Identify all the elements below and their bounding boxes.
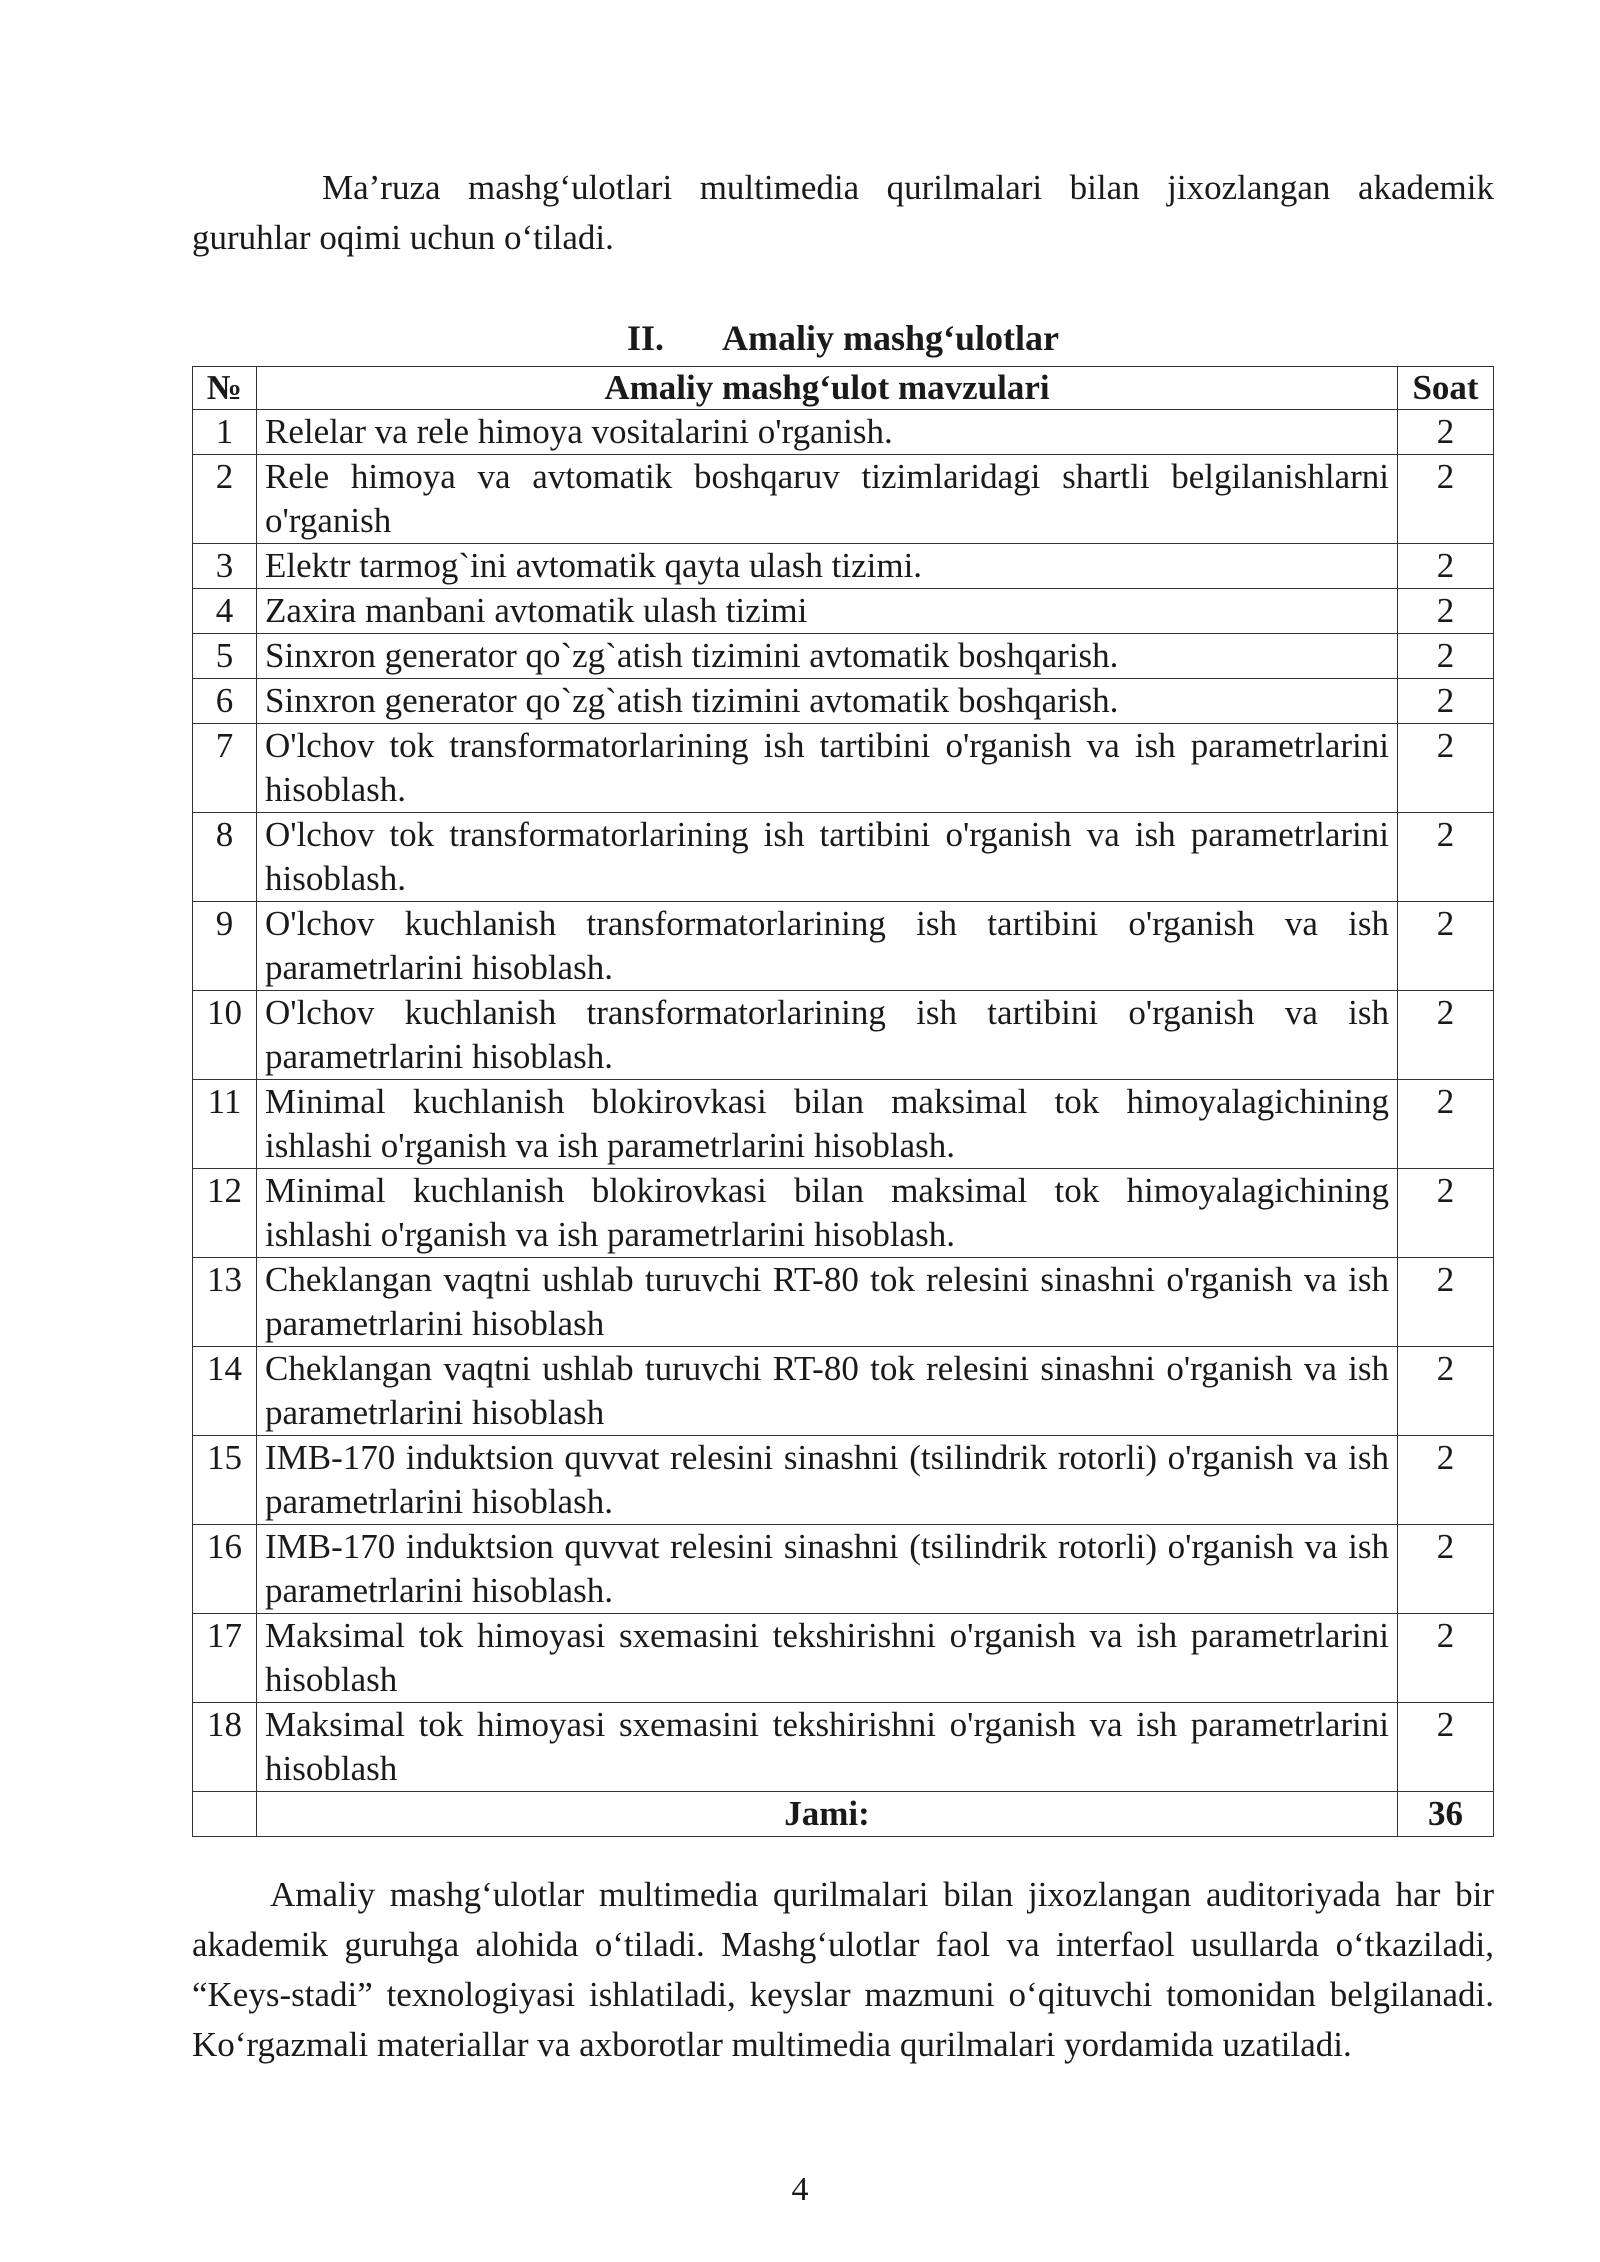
practical-lessons-table bbox=[192, 366, 1494, 1837]
header-hours: Soat bbox=[1398, 367, 1494, 410]
table-row bbox=[193, 1525, 1494, 1614]
row-number: 11 bbox=[193, 1080, 257, 1169]
row-number: 9 bbox=[193, 902, 257, 991]
row-topic: Maksimal tok himoyasi sxemasini tekshirishni o'rganish va ish parametrlarini hisoblash bbox=[257, 1703, 1398, 1792]
row-hours: 2 bbox=[1398, 991, 1494, 1080]
section-number: II. bbox=[626, 318, 665, 358]
header-number: № bbox=[193, 367, 257, 410]
table-row bbox=[193, 991, 1494, 1080]
table-row bbox=[193, 1169, 1494, 1258]
table-row bbox=[193, 1436, 1494, 1525]
outro-paragraph: Amaliy mashg‘ulotlar multimedia qurilmalari bilan jixozlangan auditoriyada har bir akademik guruhga alohida o‘tiladi. Mashg‘ulotlar faol va interfaol usullarda o‘tkaziladi, “Keys-stadi” texnologiyasi ishlatiladi, keyslar mazmuni o‘qituvchi tomonidan belgilanadi. Ko‘rgazmali materiallar va axborotlar multimedia qurilmalari yordamida uzatiladi. bbox=[192, 1875, 1494, 2064]
row-hours: 2 bbox=[1398, 1347, 1494, 1436]
page-number: 4 bbox=[791, 2171, 809, 2208]
row-number: 5 bbox=[193, 634, 257, 679]
row-topic: Cheklangan vaqtni ushlab turuvchi RT-80 tok relesini sinashni o'rganish va ish parametrlarini hisoblash bbox=[257, 1347, 1398, 1436]
row-number: 18 bbox=[193, 1703, 257, 1792]
row-topic: Rele himoya va avtomatik boshqaruv tizimlaridagi shartli belgilanishlarni o'rganish bbox=[257, 455, 1398, 544]
row-number: 16 bbox=[193, 1525, 257, 1614]
table-row bbox=[193, 1614, 1494, 1703]
row-number: 13 bbox=[193, 1258, 257, 1347]
total-label: Jami: bbox=[257, 1792, 1398, 1837]
row-number: 10 bbox=[193, 991, 257, 1080]
row-number: 2 bbox=[193, 455, 257, 544]
row-hours: 2 bbox=[1398, 589, 1494, 634]
section-heading bbox=[192, 313, 1494, 363]
row-hours: 2 bbox=[1398, 1614, 1494, 1703]
total-hours: 36 bbox=[1398, 1792, 1494, 1837]
row-number: 14 bbox=[193, 1347, 257, 1436]
row-topic: O'lchov kuchlanish transformatorlarining ish tartibini o'rganish va ish parametrlarini hisoblash. bbox=[257, 991, 1398, 1080]
row-hours: 2 bbox=[1398, 1703, 1494, 1792]
row-number: 8 bbox=[193, 813, 257, 902]
table-row bbox=[193, 813, 1494, 902]
table-total-row bbox=[193, 1792, 1494, 1837]
row-number: 7 bbox=[193, 724, 257, 813]
table-row bbox=[193, 724, 1494, 813]
row-topic: Maksimal tok himoyasi sxemasini tekshirishni o'rganish va ish parametrlarini hisoblash bbox=[257, 1614, 1398, 1703]
row-hours: 2 bbox=[1398, 1258, 1494, 1347]
table-row bbox=[193, 679, 1494, 724]
row-hours: 2 bbox=[1398, 410, 1494, 455]
row-topic: Sinxron generator qo`zg`atish tizimini avtomatik boshqarish. bbox=[257, 679, 1398, 724]
row-hours: 2 bbox=[1398, 1169, 1494, 1258]
table-row bbox=[193, 902, 1494, 991]
table-row bbox=[193, 1347, 1494, 1436]
row-topic: Zaxira manbani avtomatik ulash tizimi bbox=[257, 589, 1398, 634]
row-hours: 2 bbox=[1398, 813, 1494, 902]
row-topic: O'lchov kuchlanish transformatorlarining ish tartibini o'rganish va ish parametrlarini hisoblash. bbox=[257, 902, 1398, 991]
row-topic: Relelar va rele himoya vositalarini o'rganish. bbox=[257, 410, 1398, 455]
intro-paragraph: Ma’ruza mashg‘ulotlari multimedia qurilmalari bilan jixozlangan akademik guruhlar oqimi uchun o‘tiladi. bbox=[192, 168, 1494, 257]
row-topic: O'lchov tok transformatorlarining ish tartibini o'rganish va ish parametrlarini hisoblash. bbox=[257, 724, 1398, 813]
row-number: 6 bbox=[193, 679, 257, 724]
table-row bbox=[193, 589, 1494, 634]
row-number: 12 bbox=[193, 1169, 257, 1258]
row-number: 15 bbox=[193, 1436, 257, 1525]
row-number: 4 bbox=[193, 589, 257, 634]
row-topic: IMB-170 induktsion quvvat relesini sinashni (tsilindrik rotorli) o'rganish va ish parametrlarini hisoblash. bbox=[257, 1525, 1398, 1614]
row-hours: 2 bbox=[1398, 544, 1494, 589]
row-topic: Cheklangan vaqtni ushlab turuvchi RT-80 tok relesini sinashni o'rganish va ish parametrlarini hisoblash bbox=[257, 1258, 1398, 1347]
row-topic: Sinxron generator qo`zg`atish tizimini avtomatik boshqarish. bbox=[257, 634, 1398, 679]
table-row bbox=[193, 455, 1494, 544]
row-hours: 2 bbox=[1398, 679, 1494, 724]
row-number: 3 bbox=[193, 544, 257, 589]
table-row bbox=[193, 1258, 1494, 1347]
table-header-row bbox=[193, 367, 1494, 410]
header-topic: Amaliy mashg‘ulot mavzulari bbox=[257, 367, 1398, 410]
row-hours: 2 bbox=[1398, 724, 1494, 813]
section-title: Amaliy mashg‘ulotlar bbox=[722, 318, 1060, 358]
row-number: 17 bbox=[193, 1614, 257, 1703]
row-hours: 2 bbox=[1398, 634, 1494, 679]
table-row bbox=[193, 1080, 1494, 1169]
row-topic: O'lchov tok transformatorlarining ish tartibini o'rganish va ish parametrlarini hisoblash. bbox=[257, 813, 1398, 902]
table-row bbox=[193, 544, 1494, 589]
row-topic: Minimal kuchlanish blokirovkasi bilan maksimal tok himoyalagichining ishlashi o'rganish va ish parametrlarini hisoblash. bbox=[257, 1169, 1398, 1258]
row-hours: 2 bbox=[1398, 1525, 1494, 1614]
table-row bbox=[193, 634, 1494, 679]
row-number: 1 bbox=[193, 410, 257, 455]
row-topic: Elektr tarmog`ini avtomatik qayta ulash tizimi. bbox=[257, 544, 1398, 589]
row-hours: 2 bbox=[1398, 902, 1494, 991]
table-row bbox=[193, 1703, 1494, 1792]
total-empty-cell bbox=[193, 1792, 257, 1837]
row-topic: Minimal kuchlanish blokirovkasi bilan maksimal tok himoyalagichining ishlashi o'rganish va ish parametrlarini hisoblash. bbox=[257, 1080, 1398, 1169]
row-hours: 2 bbox=[1398, 1080, 1494, 1169]
row-hours: 2 bbox=[1398, 455, 1494, 544]
row-hours: 2 bbox=[1398, 1436, 1494, 1525]
table-row bbox=[193, 410, 1494, 455]
row-topic: IMB-170 induktsion quvvat relesini sinashni (tsilindrik rotorli) o'rganish va ish parametrlarini hisoblash. bbox=[257, 1436, 1398, 1525]
